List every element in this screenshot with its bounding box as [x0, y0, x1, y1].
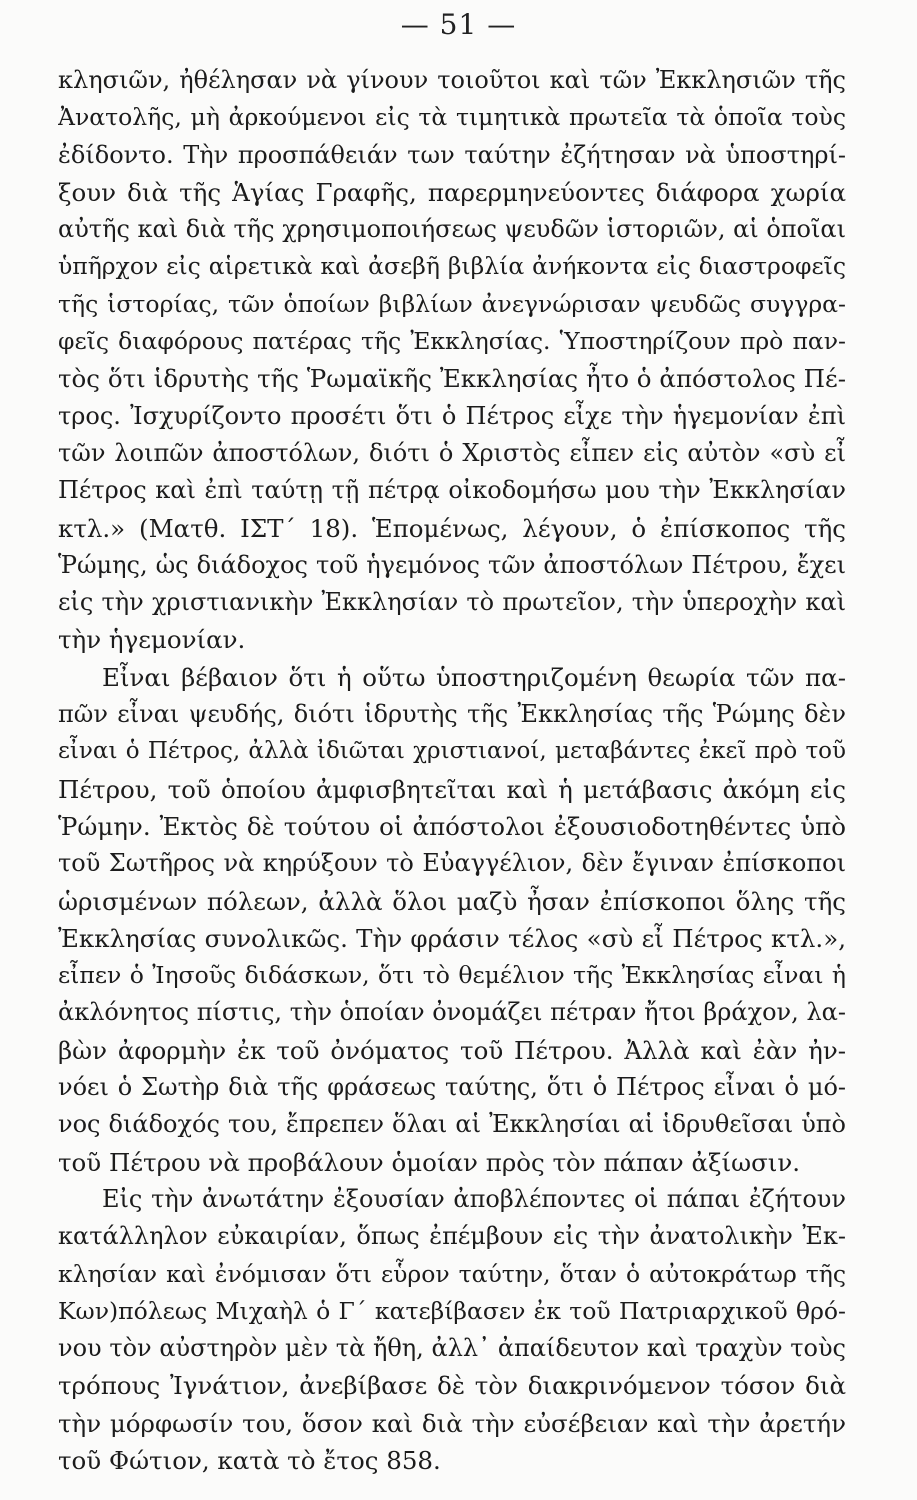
- text-line: ὡρισμένων πόλεων, ἀλλὰ ὅλοι μαζὺ ἦσαν ἐπίσκοποι ὅλης τῆς: [58, 886, 846, 916]
- text-line: εἰς τὴν χριστιανικὴν Ἐκκλησίαν τὸ πρωτεῖον, τὴν ὑπεροχὴν καὶ: [58, 588, 846, 617]
- text-line: ἀκλόνητος πίστις, τὴν ὁποίαν ὀνομάζει πέτραν ἤτοι βράχον, λα-: [58, 998, 846, 1027]
- text-line: Πέτρος καὶ ἐπὶ ταύτῃ τῇ πέτρᾳ οἰκοδομήσω μου τὴν Ἐκκλησίαν: [58, 476, 846, 505]
- text-line: τοῦ Φώτιον, κατὰ τὸ ἔτος 858.: [58, 1445, 441, 1475]
- text-line: βὼν ἀφορμὴν ἐκ τοῦ ὀνόματος τοῦ Πέτρου. Ἀλλὰ καὶ ἐὰν ἠν-: [58, 1035, 846, 1065]
- text-line: νος διάδοχός του, ἔπρεπεν ὅλαι αἱ Ἐκκλησίαι αἱ ἱδρυθεῖσαι ὑπὸ: [58, 1110, 846, 1139]
- text-line: εἶπεν ὁ Ἰησοῦς διδάσκων, ὅτι τὸ θεμέλιον τῆς Ἐκκλησίας εἶναι ἡ: [58, 961, 846, 990]
- text-line: νόει ὁ Σωτὴρ διὰ τῆς φράσεως ταύτης, ὅτι ὁ Πέτρος εἶναι ὁ μό-: [58, 1073, 846, 1102]
- text-line: τρος. Ἰσχυρίζοντο προσέτι ὅτι ὁ Πέτρος εἶχε τὴν ἡγεμονίαν ἐπὶ: [58, 401, 846, 430]
- text-line: πῶν εἶναι ψευδής, διότι ἱδρυτὴς τῆς Ἐκκλησίας τῆς Ῥώμης δὲν: [58, 700, 846, 729]
- text-line: τὴν μόρφωσίν του, ὅσον καὶ διὰ τὴν εὐσέβειαν καὶ τὴν ἀρετήν: [58, 1408, 846, 1438]
- text-line: κτλ.» (Ματθ. ΙΣΤ΄ 18). Ἑπομένως, λέγουν, ὁ ἐπίσκοπος τῆς: [58, 513, 846, 543]
- text-line: τῆς ἱστορίας, τῶν ὁποίων βιβλίων ἀνεγνώρισαν ψευδῶς συγγρα-: [58, 289, 846, 318]
- text-line: Κων)πόλεως Μιχαὴλ ὁ Γ΄ κατεβίβασεν ἐκ τοῦ Πατριαρχικοῦ θρό-: [58, 1296, 846, 1325]
- text-line: τρόπους Ἰγνάτιον, ἀνεβίβασε δὲ τὸν διακρινόμενον τόσον διὰ: [58, 1371, 846, 1401]
- paragraph-3: [58, 1181, 846, 1479]
- text-line: νου τὸν αὐστηρὸν μὲν τὰ ἤθη, ἀλλ᾽ ἀπαίδευτον καὶ τραχὺν τοὺς: [58, 1334, 846, 1363]
- text-line: τῶν λοιπῶν ἀποστόλων, διότι ὁ Χριστὸς εἶπεν εἰς αὐτὸν «σὺ εἶ: [58, 438, 846, 467]
- text-line: φεῖς διαφόρους πατέρας τῆς Ἐκκλησίας. Ὑποστηρίζουν πρὸ παν-: [58, 327, 846, 356]
- text-line: Ῥώμην. Ἐκτὸς δὲ τούτου οἱ ἀπόστολοι ἐξουσιοδοτηθέντες ὑπὸ: [58, 811, 846, 841]
- paragraph-2: [58, 659, 846, 1181]
- text-line: τοῦ Πέτρου νὰ προβάλουν ὁμοίαν πρὸς τὸν πάπαν ἀξίωσιν.: [58, 1147, 801, 1177]
- text-line: κατάλληλον εὐκαιρίαν, ὅπως ἐπέμβουν εἰς τὴν ἀνατολικὴν Ἐκ-: [58, 1222, 846, 1251]
- body-text: [58, 62, 846, 1479]
- text-line: Ῥώμης, ὡς διάδοχος τοῦ ἡγεμόνος τῶν ἀποστόλων Πέτρου, ἔχει: [58, 550, 846, 579]
- text-line: εἶναι ὁ Πέτρος, ἀλλὰ ἰδιῶται χριστιανοί, μεταβάντες ἐκεῖ πρὸ τοῦ: [58, 738, 846, 765]
- paragraph-1: [58, 62, 846, 659]
- text-line: τὴν ἡγεμονίαν.: [58, 625, 246, 655]
- text-line: κλησιῶν, ἠθέλησαν νὰ γίνουν τοιοῦτοι καὶ τῶν Ἐκκλησιῶν τῆς: [58, 66, 846, 94]
- text-line: Ἐκκλησίας συνολικῶς. Τὴν φράσιν τέλος «σὺ εἶ Πέτρος κτλ.»,: [58, 923, 846, 953]
- text-line: ξουν διὰ τῆς Ἁγίας Γραφῆς, παρερμηνεύοντες διάφορα χωρία: [58, 177, 846, 207]
- text-line: αὐτῆς καὶ διὰ τῆς χρησιμοποιήσεως ψευδῶν ἱστοριῶν, αἱ ὁποῖαι: [58, 215, 846, 244]
- text-line: Ἀνατολῆς, μὴ ἀρκούμενοι εἰς τὰ τιμητικὰ πρωτεῖα τὰ ὁποῖα τοὺς: [58, 103, 846, 132]
- text-line: ὑπῆρχον εἰς αἱρετικὰ καὶ ἀσεβῆ βιβλία ἀνήκοντα εἰς διαστροφεῖς: [58, 252, 846, 281]
- text-line: τοῦ Σωτῆρος νὰ κηρύξουν τὸ Εὐαγγέλιον, δὲν ἔγιναν ἐπίσκοποι: [58, 849, 846, 878]
- text-line: Εἰς τὴν ἀνωτάτην ἐξουσίαν ἀποβλέποντες οἱ πάπαι ἐζήτουν: [102, 1184, 846, 1213]
- text-line: Εἶναι βέβαιον ὅτι ἡ οὕτω ὑποστηριζομένη θεωρία τῶν πα-: [102, 662, 846, 692]
- text-line: τὸς ὅτι ἱδρυτὴς τῆς Ῥωμαϊκῆς Ἐκκλησίας ἦτο ὁ ἀπόστολος Πέ-: [58, 364, 846, 394]
- text-line: Πέτρου, τοῦ ὁποίου ἀμφισβητεῖται καὶ ἡ μετάβασις ἀκόμη εἰς: [58, 774, 846, 804]
- page-number: — 51 —: [400, 8, 517, 41]
- text-line: κλησίαν καὶ ἐνόμισαν ὅτι εὗρον ταύτην, ὅταν ὁ αὐτοκράτωρ τῆς: [58, 1259, 846, 1288]
- text-line: ἐδίδοντο. Τὴν προσπάθειάν των ταύτην ἐζήτησαν νὰ ὑποστηρί-: [58, 140, 846, 169]
